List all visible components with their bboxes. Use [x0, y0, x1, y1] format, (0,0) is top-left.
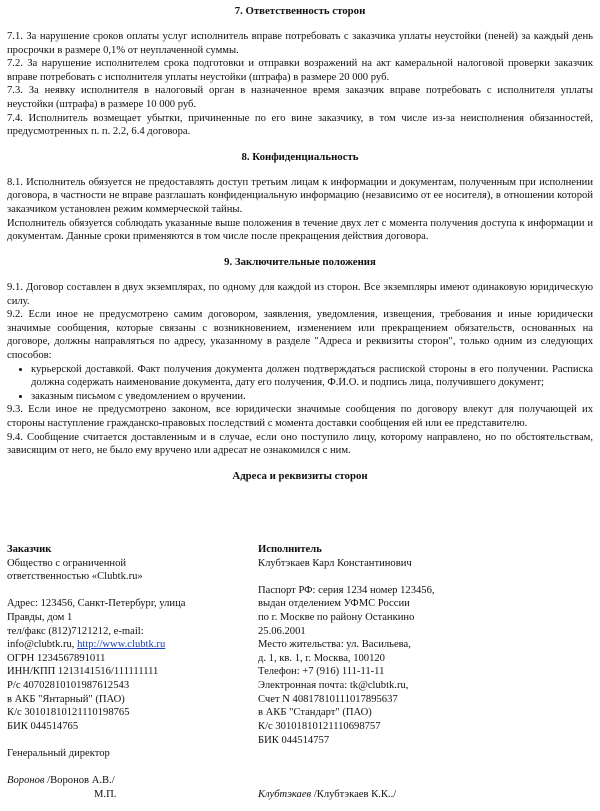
contractor-residence-line1: Место жительства: ул. Васильева, — [258, 639, 411, 651]
contractor-signature: Клубтэкаев — [258, 788, 312, 800]
contractor-passport-line2: выдан отделением УФМС России — [258, 598, 410, 610]
customer-signature: Воронов — [7, 775, 45, 787]
contractor-column — [258, 543, 593, 802]
section-8-heading: 8. Конфиденциальность — [241, 150, 359, 163]
contractor-signature-name: /Клубтэкаев К.К../ — [313, 788, 397, 800]
list-item: • заказным письмом с уведомлением о вручении. — [31, 390, 593, 404]
customer-email: info@clubtk.ru, — [7, 639, 75, 651]
customer-org-line1: Общество с ограниченной — [7, 557, 127, 569]
contractor-account: Счет N 40817810111017895637 — [258, 693, 398, 705]
contractor-bik: БИК 044514757 — [258, 734, 330, 746]
paragraph-9-1: 9.1. Договор составлен в двух экземплярах, по одному для каждой из сторон. Все экземпляры имеют одинаковую юридическую силу. — [7, 281, 593, 307]
section-7-heading: 7. Ответственность сторон — [234, 5, 366, 17]
customer-ogrn: ОГРН 1234567891011 — [7, 652, 106, 664]
customer-inn-kpp: ИНН/КПП 1213141516/111111111 — [7, 666, 159, 678]
customer-corr-account: К/с 30101810121110198765 — [7, 707, 130, 719]
contractor-name: Клубтэкаев Карл Константинович — [258, 557, 412, 569]
customer-signature-name: /Воронов А.В./ — [47, 775, 115, 787]
contractor-residence-line2: д. 1, кв. 1, г. Москва, 100120 — [258, 652, 385, 664]
paragraph-7-3: 7.3. За неявку исполнителя в налоговый орган в назначенное время заказчик вправе потребовать с исполнителя уплаты неустойки (штрафа) в размере 10 000 руб. — [7, 85, 593, 111]
contractor-phone: Телефон: +7 (916) 111-11-11 — [258, 666, 385, 678]
customer-account: Р/с 40702810101987612543 — [7, 680, 130, 692]
customer-org-line2: ответственностью «Clubtk.ru» — [7, 571, 143, 583]
section-9-heading: 9. Заключительные положения — [224, 255, 376, 268]
contractor-signature-line — [258, 788, 593, 802]
customer-stamp: М.П. — [94, 788, 117, 800]
contractor-passport-date: 25.06.2001 — [258, 625, 306, 637]
customer-address-line2: Правды, дом 1 — [7, 612, 73, 624]
contractor-email: Электронная почта: tk@clubtk.ru, — [258, 680, 409, 692]
customer-contacts — [7, 638, 247, 652]
customer-bik: БИК 044514765 — [7, 720, 79, 732]
paragraph-8-1: 8.1. Исполнитель обязуется не предоставлять доступ третьим лицам к информации и документам, полученным при исполнении договора, в частности не вправе разглашать конфиденциальную информацию (независимо от ее носителя), в отношении которой заказчиком установлен режим коммерческой тайны. — [7, 176, 593, 216]
paragraph-8-2: Исполнитель обязуется соблюдать указанные выше положения в течение двух лет с момента получения доступа к информации и документам. Данные сроки применяются в том числе после прекращения действия договора. — [7, 217, 593, 243]
list-item: • курьерской доставкой. Факт получения документа должен подтверждаться распиской стороны в его получении. Расписка должна содержать наименование документа, дату его получения, Ф.И.О. и подпись лица, получившего документ; — [31, 363, 593, 390]
customer-position: Генеральный директор — [7, 748, 110, 760]
paragraph-7-2: 7.2. За нарушение исполнителем срока подготовки и отправки возражений на акт камеральной налоговой проверки заказчик вправе потребовать с исполнителя уплаты неустойки (штрафа) в размере 20 000 руб. — [7, 58, 593, 83]
addresses-heading: Адреса и реквизиты сторон — [232, 469, 368, 482]
paragraph-9-4: 9.4. Сообщение считается доставленным и в случае, если оно поступило лицу, которому направлено, но по обстоятельствам, зависящим от него, не было ему вручено или адресат не ознакомился с ним. — [7, 431, 593, 457]
contractor-passport-line3: по г. Москве по району Останкино — [258, 612, 415, 624]
customer-website-link[interactable]: http://www.clubtk.ru — [77, 639, 166, 651]
delivery-methods-list — [7, 363, 593, 404]
paragraph-7-1: 7.1. За нарушение сроков оплаты услуг исполнитель вправе потребовать с заказчика уплаты неустойки (пеней) за каждый день просрочки в размере 0,1% от неуплаченной суммы. — [7, 31, 593, 56]
customer-bank: в АКБ "Янтарный" (ПАО) — [7, 693, 125, 705]
contractor-title: Исполнитель — [258, 544, 322, 555]
customer-title: Заказчик — [7, 544, 52, 555]
customer-phone: тел/факс (812)7121212, e-mail: — [7, 625, 144, 637]
paragraph-7-4: 7.4. Исполнитель возмещает убытки, причиненные по его вине заказчику, в том числе из-за неисполнения обязанностей, предусмотренных п. п. 2.2, 6.4 договора. — [7, 112, 593, 138]
contractor-corr-account: К/с 30101810121110698757 — [258, 720, 381, 732]
document-body — [7, 0, 593, 483]
customer-signature-line — [7, 774, 247, 788]
customer-address-line1: Адрес: 123456, Санкт-Петербург, улица — [7, 598, 186, 610]
paragraph-9-2: 9.2. Если иное не предусмотрено самим договором, заявления, уведомления, извещения, требования и иные юридически значимые сообщения, которые связаны с возникновением, изменением или прекращением обязательств, основанных на договоре, должны направляться по адресу, указанному в разделе "Адреса и реквизиты сторон", только одним из следующих способов: — [7, 309, 593, 361]
customer-column — [7, 543, 247, 802]
contractor-bank: в АКБ "Стандарт" (ПАО) — [258, 707, 372, 719]
contractor-passport-line1: Паспорт РФ: серия 1234 номер 123456, — [258, 584, 435, 596]
paragraph-9-3: 9.3. Если иное не предусмотрено законом, все юридически значимые сообщения по договору влекут для получающей их стороны наступление гражданско-правовых последствий с момента доставки сообщения ей или ее представителю. — [7, 404, 593, 430]
